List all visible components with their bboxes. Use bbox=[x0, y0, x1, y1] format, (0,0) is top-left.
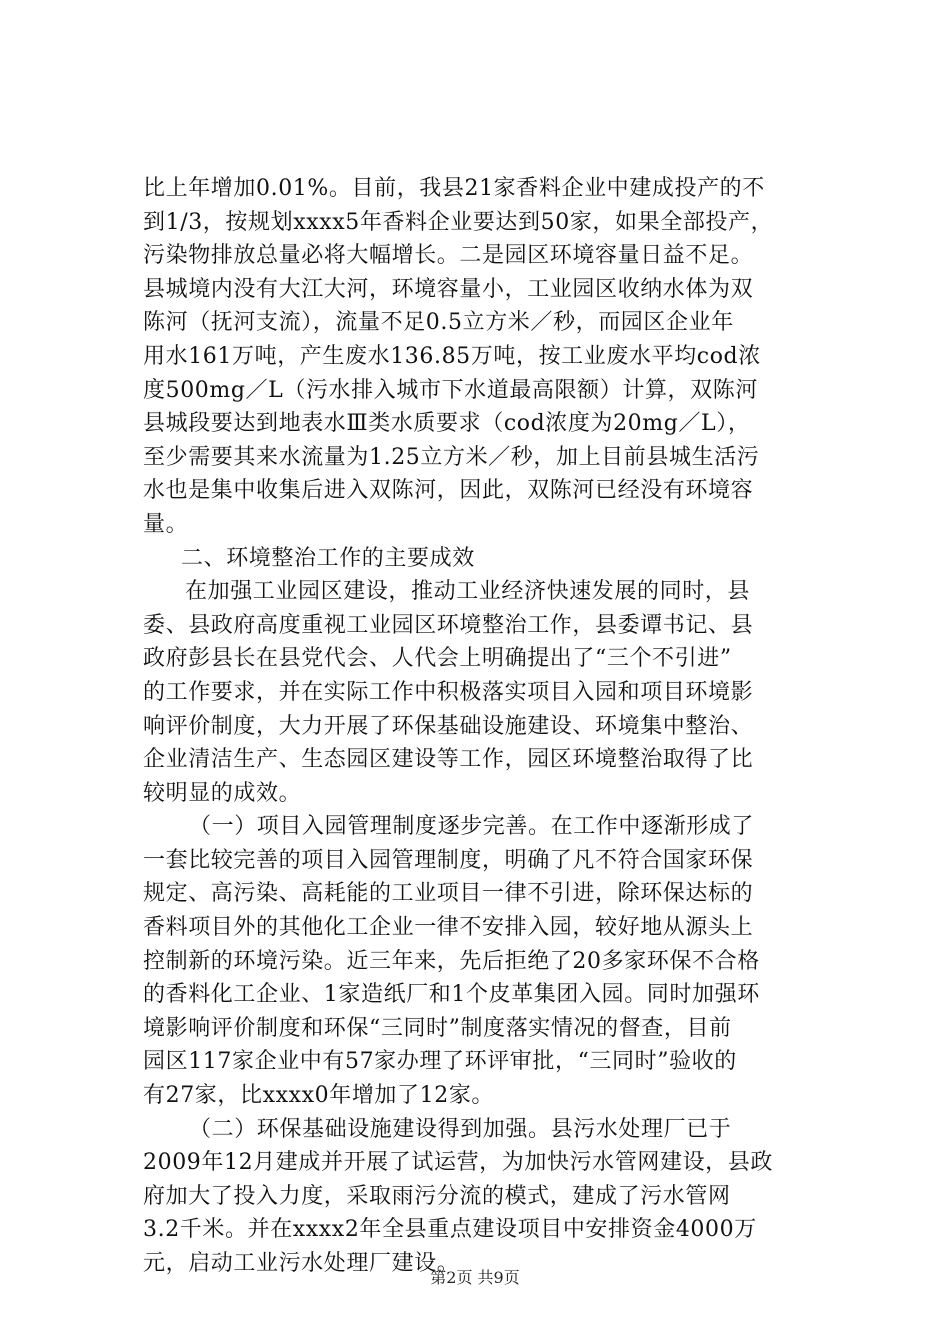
text-line: 量。 bbox=[143, 511, 189, 537]
text-line: 有27家，比xxxx0年增加了12家。 bbox=[143, 1083, 495, 1109]
text-line: 2009年12月建成并开展了试运营，为加快污水管网建设，县政 bbox=[143, 1150, 773, 1176]
text-line: 陈河（抚河支流），流量不足0.5立方米／秒，而园区企业年 bbox=[143, 310, 734, 336]
text-line: 较明显的成效。 bbox=[143, 780, 302, 806]
text-line: 用水161万吨，产生废水136.85万吨，按工业废水平均cod浓 bbox=[143, 343, 761, 369]
text-line: 一套比较完善的项目入园管理制度，明确了凡不符合国家环保 bbox=[143, 847, 754, 873]
text-line: 水也是集中收集后进入双陈河，因此，双陈河已经没有环境容 bbox=[143, 478, 754, 504]
text-line: 比上年增加0.01%。目前，我县21家香料企业中建成投产的不 bbox=[143, 176, 765, 201]
text-line: 县城段要达到地表水Ⅲ类水质要求（cod浓度为20mg／L）， bbox=[143, 411, 751, 437]
text-line: 的香料化工企业、1家造纸厂和1个皮革集团入园。同时加强环 bbox=[143, 982, 760, 1008]
text-line: 规定、高污染、高耗能的工业项目一律不引进，除环保达标的 bbox=[143, 881, 754, 907]
text-line: 园区117家企业中有57家办理了环评审批，“三同时”验收的 bbox=[143, 1049, 737, 1075]
text-line: 到1/3，按规划xxxx5年香料企业要达到50家，如果全部投产， bbox=[143, 209, 774, 235]
text-line: 至少需要其来水流量为1.25立方米／秒，加上目前县城生活污 bbox=[143, 444, 760, 470]
section-heading: 二、环境整治工作的主要成效 bbox=[181, 545, 475, 571]
paragraph-start: （一）项目入园管理制度逐步完善。在工作中逐渐形成了 bbox=[189, 814, 755, 840]
text-line: 度500mg／L（污水排入城市下水道最高限额）计算，双陈河 bbox=[143, 377, 758, 403]
text-line: 3.2千米。并在xxxx2年全县重点建设项目中安排资金4000万 bbox=[143, 1217, 757, 1243]
text-line: 响评价制度，大力开展了环保基础设施建设、环境集中整治、 bbox=[143, 713, 754, 739]
text-line: 企业清洁生产、生态园区建设等工作，园区环境整治取得了比 bbox=[143, 747, 754, 773]
text-line: 元，启动工业污水处理厂建设。 bbox=[143, 1251, 460, 1276]
text-line: 控制新的环境污染。近三年来，先后拒绝了20多家环保不合格 bbox=[143, 948, 760, 974]
text-line: 委、县政府高度重视工业园区环境整治工作，县委谭书记、县 bbox=[143, 612, 754, 638]
page-footer: 第2页 共9页 bbox=[430, 1268, 520, 1287]
paragraph-start: （二）环保基础设施建设得到加强。县污水处理厂已于 bbox=[189, 1116, 732, 1142]
paragraph-start: 在加强工业园区建设，推动工业经济快速发展的同时，县 bbox=[185, 579, 751, 605]
text-line: 政府彭县长在县党代会、人代会上明确提出了“三个不引进” bbox=[143, 646, 732, 672]
text-line: 污染物排放总量必将大幅增长。二是园区环境容量日益不足。 bbox=[143, 243, 754, 269]
text-line: 府加大了投入力度，采取雨污分流的模式，建成了污水管网 bbox=[143, 1183, 731, 1209]
text-line: 境影响评价制度和环保“三同时”制度落实情况的督查，目前 bbox=[143, 1015, 732, 1041]
text-line: 的工作要求，并在实际工作中积极落实项目入园和项目环境影 bbox=[143, 679, 754, 705]
text-line: 香料项目外的其他化工企业一律不安排入园，较好地从源头上 bbox=[143, 915, 754, 941]
document-body bbox=[143, 172, 807, 1281]
text-line: 县城境内没有大江大河，环境容量小，工业园区收纳水体为双 bbox=[143, 276, 754, 302]
